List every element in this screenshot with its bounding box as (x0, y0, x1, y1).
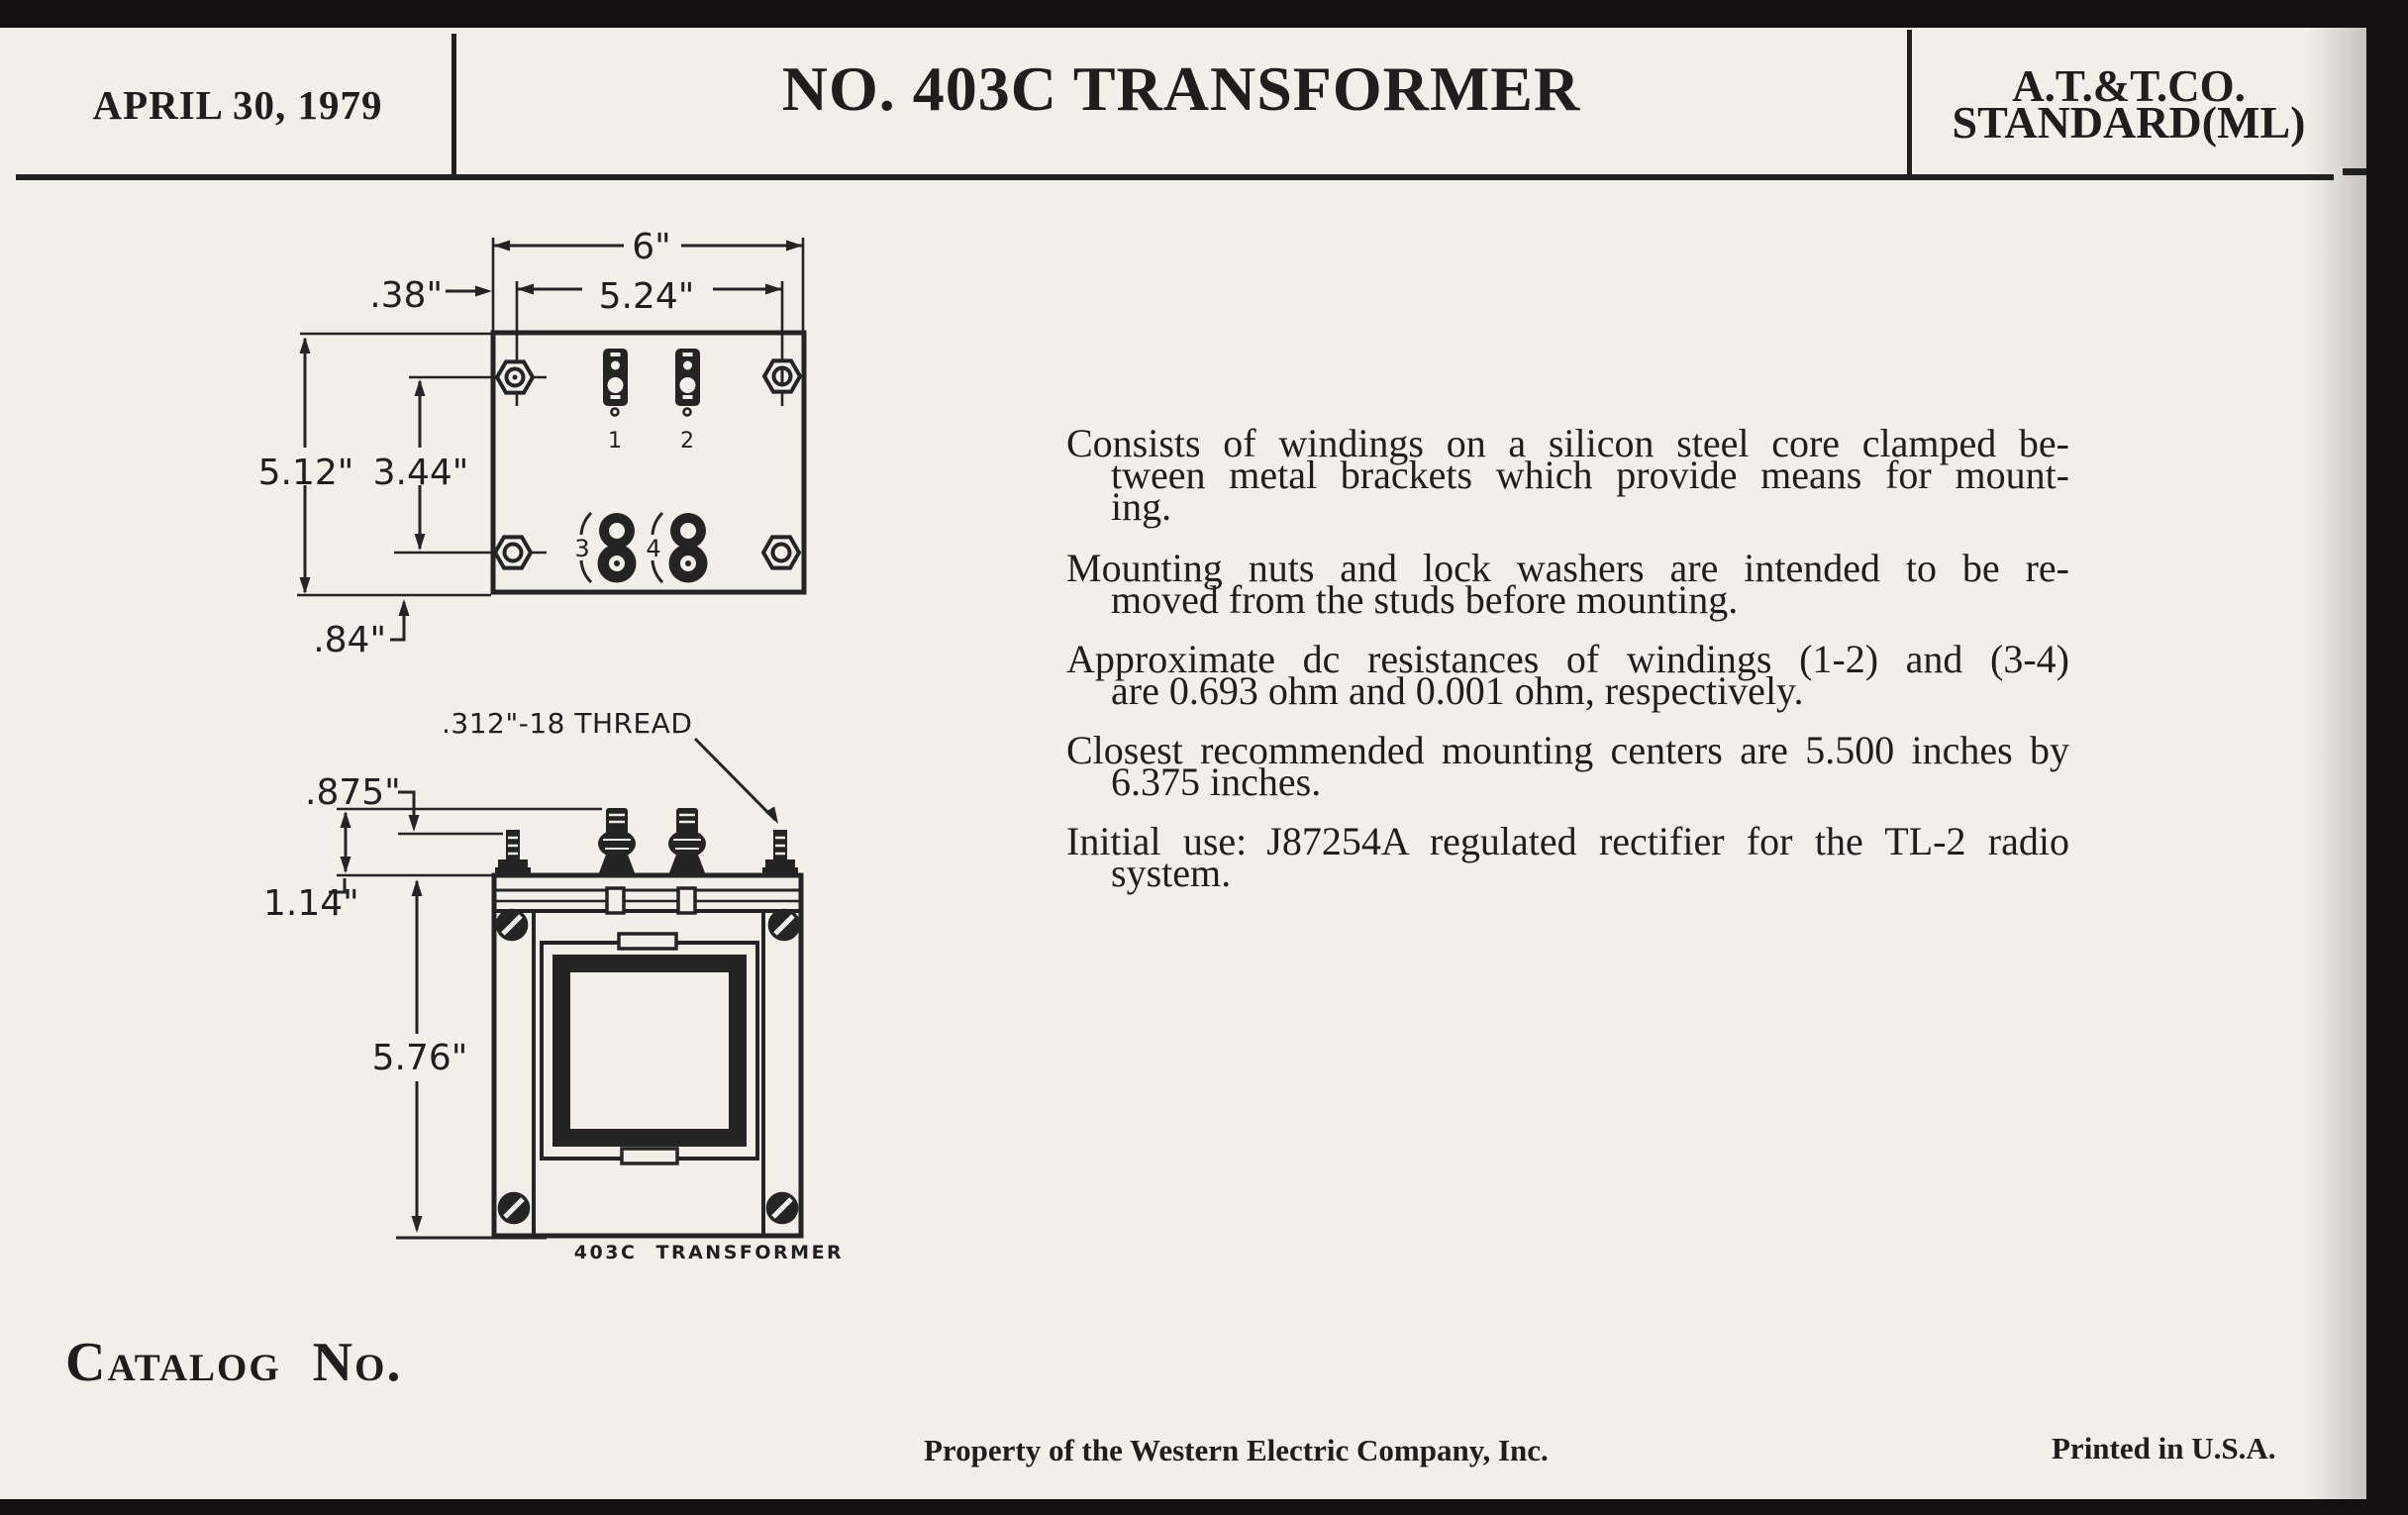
paragraph-line: Initial use: J87254A regulated rectifier for the TL-2 radio (1066, 819, 2069, 863)
paragraph-line: tween metal brackets which provide means for mount- (1111, 453, 2069, 497)
page-edge-shading (2307, 28, 2366, 1499)
mounting-stud-left (495, 830, 531, 875)
mounting-nut-bottom-right (763, 537, 799, 567)
dim-height: 5.76" (371, 1038, 468, 1078)
clamp-notch-right (678, 888, 695, 913)
mounting-nut-top-left (497, 361, 533, 392)
dim-stud-lower: 1.14" (263, 883, 359, 924)
terminal-strip-2 (675, 349, 700, 416)
paragraph-line: 6.375 inches. (1111, 759, 1322, 804)
scan-border-right (2366, 0, 2408, 1515)
terminal-label-2: 2 (680, 429, 694, 454)
mounting-stud-right (762, 830, 798, 875)
front-view-drawing (263, 707, 844, 1263)
footer-printed-notice: Printed in U.S.A. (2052, 1431, 2276, 1465)
dim-height-total: 5.12" (257, 453, 354, 493)
mounting-nut-top-right (764, 360, 800, 391)
header-divider-left (452, 34, 456, 180)
bracket-screw-top-right (769, 910, 799, 940)
paragraph-line: Mounting nuts and lock washers are intended to be re- (1066, 546, 2069, 590)
catalog-number-label: Catalog No. (65, 1332, 403, 1393)
technical-drawings (257, 228, 911, 1287)
bracket-screw-top-left (497, 910, 527, 940)
dim-offset-bottom: .84" (313, 620, 386, 660)
terminal-stud-2 (668, 808, 706, 875)
paragraph-initial-use (1066, 819, 2069, 895)
footer-property-notice: Property of the Western Electric Company, Inc. (924, 1433, 1549, 1467)
core-window (542, 934, 757, 1163)
paragraph-line: system. (1111, 851, 1232, 895)
front-view-caption: 403C TRANSFORMER (573, 1242, 845, 1263)
terminal-strip-1 (603, 349, 628, 416)
issue-date: APRIL 30, 1979 (92, 82, 383, 128)
scan-border-bottom (0, 1499, 2408, 1515)
paragraph-line: are 0.693 ohm and 0.001 ohm, respectively. (1111, 668, 1804, 713)
bracket-screw-bottom-right (767, 1193, 797, 1223)
terminal-stud-1 (598, 808, 636, 875)
paragraph-line: Approximate dc resistances of windings (1-2) and (3-4) (1066, 637, 2069, 681)
scan-border-top (0, 0, 2408, 28)
dim-height-inner: 3.44" (372, 453, 469, 493)
paragraph-mounting-centers (1066, 728, 2069, 804)
dim-width-total: 6" (632, 228, 671, 267)
header-rule (16, 174, 2334, 180)
thread-callout: .312"-18 THREAD (442, 707, 693, 740)
header-rule-end-dash (2343, 168, 2368, 175)
paragraph-construction (1066, 421, 2069, 529)
paragraph-line: Consists of windings on a silicon steel core clamped be- (1066, 421, 2069, 465)
paragraph-line: Closest recommended mounting centers are 5.500 inches by (1066, 728, 2069, 772)
dim-offset-left: .38" (369, 275, 443, 316)
clamp-notch-left (607, 888, 624, 913)
header-divider-right (1907, 30, 1912, 180)
terminal-label-1: 1 (608, 429, 622, 454)
paragraph-line: moved from the studs before mounting. (1111, 577, 1739, 622)
org-standard: STANDARD(ML) (1952, 97, 2306, 148)
page-title: NO. 403C TRANSFORMER (781, 53, 1581, 124)
org-name: A.T.&T.CO. (2012, 61, 2246, 111)
dim-width-inner: 5.24" (598, 276, 695, 317)
paragraph-resistances (1066, 637, 2069, 713)
bracket-screw-bottom-left (499, 1193, 529, 1223)
dim-stud-upper: .875" (305, 772, 401, 813)
paragraph-line: ing. (1111, 484, 1172, 529)
paragraph-mounting-nuts (1066, 546, 2069, 622)
mounting-nut-bottom-left (495, 537, 531, 567)
top-view-drawing (258, 228, 804, 660)
terminal-label-4: 4 (646, 535, 661, 562)
terminal-label-3: 3 (574, 535, 590, 562)
